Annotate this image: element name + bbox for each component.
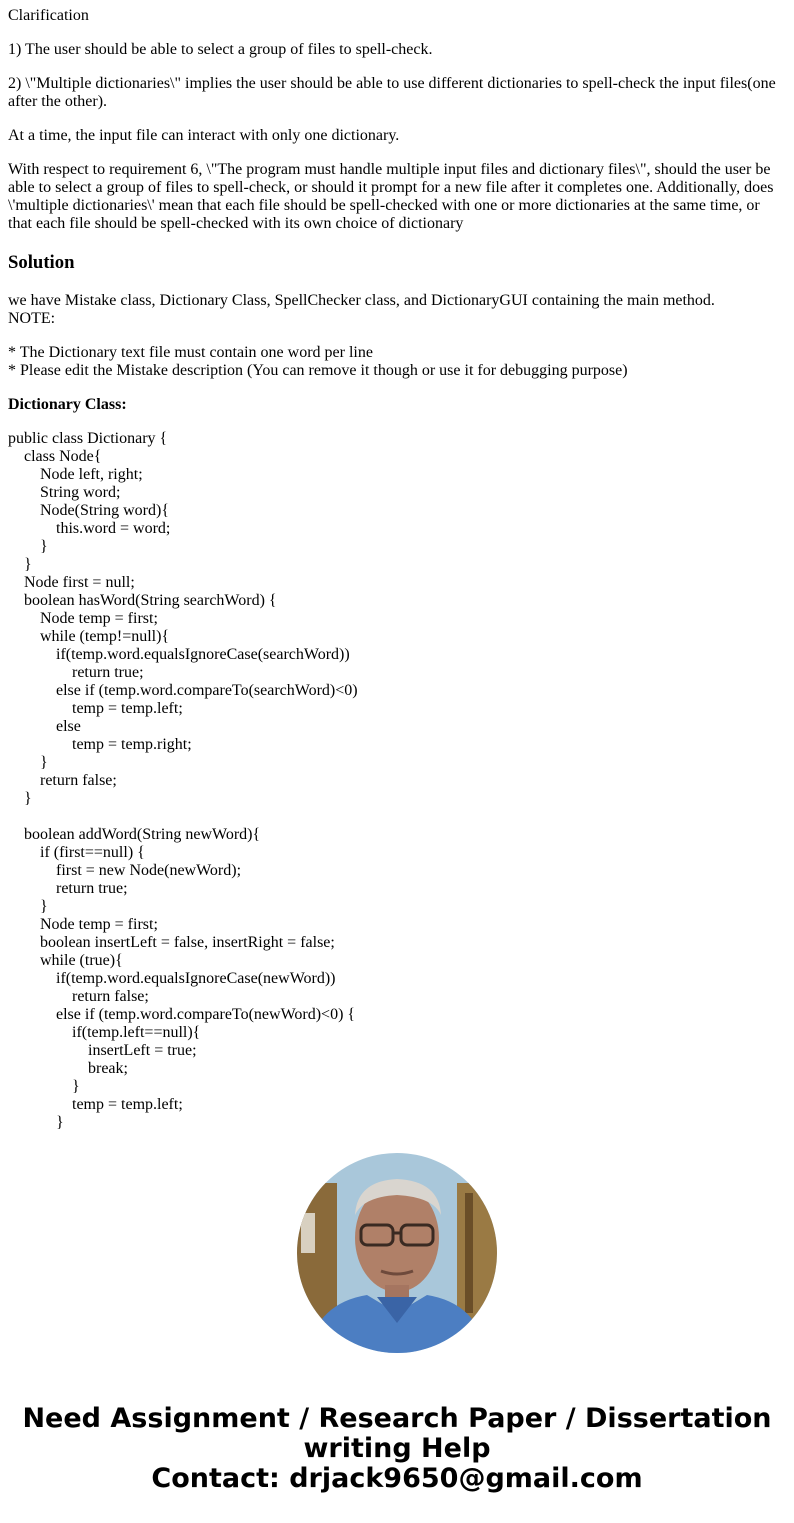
code-line: }: [8, 790, 32, 807]
code-line: Node temp = first;: [8, 610, 158, 627]
code-line: while (temp!=null){: [8, 628, 170, 645]
code-line: temp = temp.right;: [8, 736, 192, 753]
code-line: }: [8, 538, 48, 555]
note-label: NOTE:: [8, 310, 56, 327]
dictionary-class-label: Dictionary Class:: [8, 396, 127, 413]
code-line: }: [8, 1114, 64, 1131]
clarification-point-3: At a time, the input file can interact with only one dictionary.: [8, 127, 400, 144]
code-line: else if (temp.word.compareTo(newWord)<0) {: [8, 1006, 356, 1023]
code-line: boolean addWord(String newWord){: [8, 826, 261, 843]
code-line: if(temp.left==null){: [8, 1024, 201, 1041]
code-line: }: [8, 754, 48, 771]
code-line: return true;: [8, 880, 128, 897]
code-line: first = new Node(newWord);: [8, 862, 242, 879]
code-line: this.word = word;: [8, 520, 171, 537]
code-line: temp = temp.left;: [8, 700, 183, 717]
code-line: }: [8, 898, 48, 915]
clarification-question: With respect to requirement 6, \"The program must handle multiple input files and dictionary files\", should the user be able to select a group of files to spell-check, or should it prompt for a new file after it completes one. Additionally, does \'multiple dictionaries\' mean that each file should be spell-checked with one or more dictionaries at the same time, or that each file should be spell-checked with its own choice of dictionary: [8, 161, 774, 232]
promo-line-2: writing Help: [303, 1433, 491, 1464]
note-item-1: * The Dictionary text file must contain one word per line: [8, 344, 373, 361]
code-line: }: [8, 1078, 80, 1095]
solution-heading: Solution: [8, 252, 75, 273]
code-line: return false;: [8, 772, 117, 789]
clarification-point-2: 2) \"Multiple dictionaries\" implies the user should be able to use different dictionaries to spell-check the input files(one after the other).: [8, 75, 776, 110]
code-line: if(temp.word.equalsIgnoreCase(newWord)): [8, 970, 336, 987]
code-line: Node temp = first;: [8, 916, 158, 933]
code-block: [8, 430, 784, 1131]
promo-line-1: Need Assignment / Research Paper / Dissertation: [22, 1403, 772, 1434]
code-line: return true;: [8, 664, 144, 681]
code-line: return false;: [8, 988, 149, 1005]
code-line: else: [8, 718, 81, 735]
code-line: Node(String word){: [8, 502, 169, 519]
promo-contact: Contact: drjack9650@gmail.com: [151, 1463, 643, 1494]
code-line: class Node{: [8, 448, 102, 465]
code-line: }: [8, 556, 32, 573]
note-item-2: * Please edit the Mistake description (You can remove it though or use it for debugging purpose): [8, 362, 628, 379]
code-line: public class Dictionary {: [8, 430, 168, 447]
code-line: boolean hasWord(String searchWord) {: [8, 592, 277, 609]
promo-banner: [0, 1404, 794, 1494]
code-line: break;: [8, 1060, 128, 1077]
code-line: insertLeft = true;: [8, 1042, 197, 1059]
code-line: Node left, right;: [8, 466, 143, 483]
solution-intro: we have Mistake class, Dictionary Class, SpellChecker class, and DictionaryGUI containing the main method.: [8, 292, 715, 309]
code-line: while (true){: [8, 952, 123, 969]
code-line: Node first = null;: [8, 574, 135, 591]
code-line: boolean insertLeft = false, insertRight = false;: [8, 934, 335, 951]
code-line: if(temp.word.equalsIgnoreCase(searchWord)): [8, 646, 350, 663]
code-line: if (first==null) {: [8, 844, 145, 861]
code-line: [8, 808, 784, 826]
author-avatar: [297, 1153, 497, 1353]
clarification-title: Clarification: [8, 7, 89, 24]
code-line: String word;: [8, 484, 121, 501]
clarification-point-1: 1) The user should be able to select a group of files to spell-check.: [8, 41, 433, 58]
code-line: temp = temp.left;: [8, 1096, 183, 1113]
code-line: else if (temp.word.compareTo(searchWord)<0): [8, 682, 358, 699]
